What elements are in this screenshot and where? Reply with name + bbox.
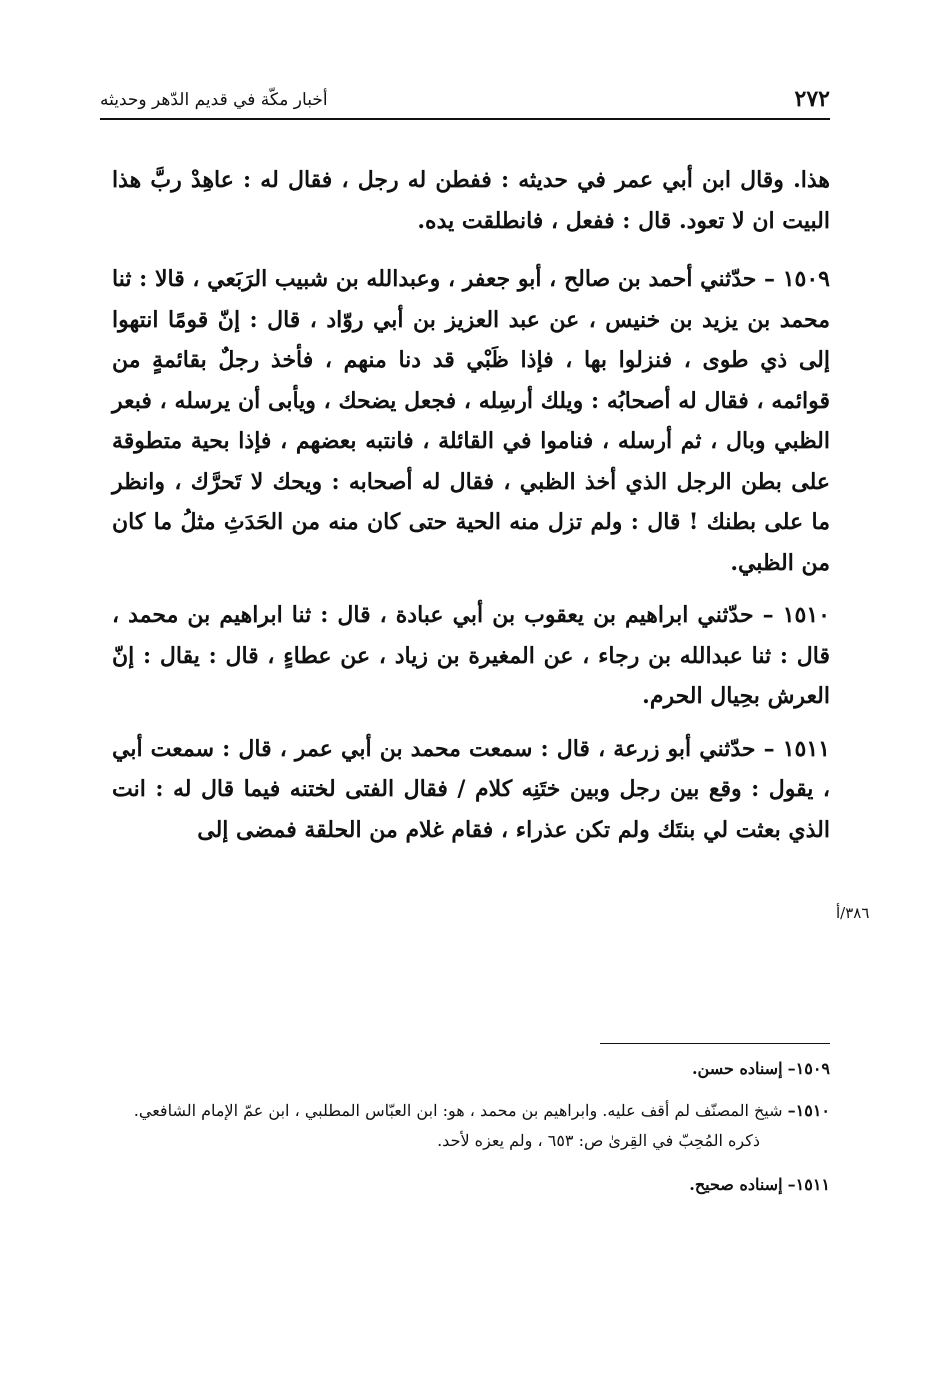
page-header: [100, 84, 830, 120]
paragraph-1510: ١٥١٠ – حدّثني ابراهيم بن يعقوب بن أبي عبادة ، قال : ثنا ابراهيم بن محمد ، قال : ثنا عبدالله بن رجاء ، عن المغيرة بن زياد ، عن عطاءٍ ، قال : يقال : إنّ العرش بحِيال الحرم.: [112, 602, 830, 709]
footnote-1509: [112, 1056, 830, 1082]
footnote-text: ذكره المُحِبّ في القِرىٰ ص: ٦٥٣ ، ولم يعزه لأحد.: [437, 1131, 760, 1150]
footnote-text: شيخ المصنّف لم أقف عليه. وابراهيم بن محمد ، هو: ابن العبّاس المطلبي ، ابن عمّ الإمام الشافعي.: [133, 1101, 783, 1120]
footnote-number: ١٥١٠–: [787, 1101, 830, 1120]
paragraph-continuation: هذا. وقال ابن أبي عمر في حديثه : ففطن له رجل ، فقال له : عاهِدْ ربَّ هذا البيت ان لا تعود. قال : ففعل ، فانطلقت يده.: [112, 167, 830, 234]
footnote-number: ١٥٠٩–: [787, 1059, 830, 1078]
footnote-text: إسناده صحيح.: [689, 1175, 783, 1194]
page-number: ٢٧٢: [794, 86, 830, 112]
running-title: أخبار مكّة في قديم الدّهر وحديثه: [100, 90, 328, 110]
footnote-1510-continuation: [112, 1128, 830, 1154]
paragraph-1509: ١٥٠٩ – حدّثني أحمد بن صالح ، أبو جعفر ، وعبدالله بن شبيب الرَبَعي ، قالا : ثنا محمد بن يزيد بن خنيس ، عن عبد العزيز بن أبي روّاد ، قال : إنّ قومًا انتهوا إلى ذي طوى ، فنزلوا بها ، فإذا ظَبْي قد دنا منهم ، فأخذ رجلٌ بقائمةٍ من قوائمه ، فقال له أصحابُه : ويلك أرسِله ، فجعل يضحك ، ويأبى أن يرسله ، فبعر الظبي وبال ، ثم أرسله ، فناموا في القائلة ، فانتبه بعضهم ، فإذا بحية متطوقة على بطن الرجل الذي أخذ الظبي ، فقال له أصحابه : ويحك لا تَحرَّك ، وانظر ما على بطنك ! قال : ولم تزل منه الحية حتى كان منه من الحَدَثِ مثلُ ما كان من الظبي.: [112, 266, 830, 576]
footnote-1511: [112, 1172, 830, 1198]
main-text: [112, 160, 830, 862]
footnote-1510: [112, 1098, 830, 1124]
footnote-number: ١٥١١–: [787, 1175, 830, 1194]
footnotes: [112, 1056, 830, 1214]
footnote-text: إسناده حسن.: [691, 1059, 783, 1078]
footnote-separator: [600, 1043, 830, 1044]
paragraph-1511: ١٥١١ – حدّثني أبو زرعة ، قال : سمعت محمد بن أبي عمر ، قال : سمعت أبي ، يقول : وقع بين رجل وبين ختَنِه كلام / فقال الفتى لختنه فيما قال له : انت الذي بعثت لي بنتَك ولم تكن عذراء ، فقام غلام من الحلقة فمضى إلى: [112, 735, 830, 843]
manuscript-folio-reference: ٣٨٦/أ: [836, 904, 870, 922]
